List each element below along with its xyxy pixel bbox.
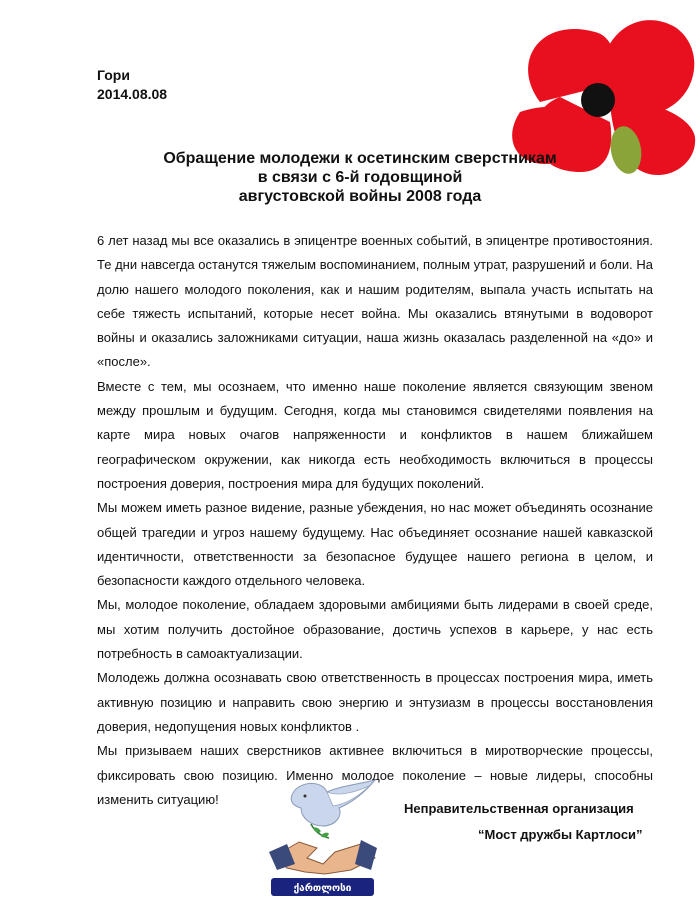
paragraph: Мы можем иметь разное видение, разные убеждения, но нас может объединять осознание общей трагедии и угроз нашему будущему. Нас объединяет осознание нашей кавказской идентичности, ответственности за безопасное будущее нашего региона в целом, и безопасности каждого отдельного человека. — [97, 500, 653, 589]
paragraph: Мы призываем наших сверстников активнее включиться в миротворческие процессы, фиксировать свою позицию. Именно молодое поколение – новые лидеры, способны изменить ситуацию! — [97, 743, 653, 807]
organization-signature — [390, 796, 670, 848]
paragraph: Молодежь должна осознавать свою ответственность в процессах построения мира, иметь активную позицию и направить свою энергию и энтузиазм в процессы восстановления доверия, недопущения новых конфликтов . — [97, 670, 653, 734]
paragraph: Мы, молодое поколение, обладаем здоровыми амбициями быть лидерами в своей среде, мы хотим получить достойное образование, достичь успехов в карьере, у нас есть потребность в самоактуализации. — [97, 597, 653, 662]
date-label: 2014.08.08 — [97, 86, 168, 102]
document-body — [97, 229, 653, 812]
dove-handshake-icon — [269, 780, 377, 896]
document-title — [60, 149, 660, 206]
logo-text: ქართლოსი — [293, 883, 352, 894]
organization-name: “Мост дружбы Картлоси” — [478, 827, 643, 842]
title-line-1: Обращение молодежи к осетинским сверстникам — [163, 150, 557, 167]
paragraph: 6 лет назад мы все оказались в эпицентре военных событий, в эпицентре противостояния. Те дни навсегда останутся тяжелым воспоминанием, полным утрат, разрушений и боли. На долю нашего молодого поколения, как и нашим родителям, выпала участь испытать на себе тяжесть испытаний, которые несет война. Мы оказались втянутыми в водоворот войны и оказались заложниками ситуации, наша жизнь оказалась разделенной на «до» и «после». — [97, 233, 653, 370]
document-header — [97, 66, 167, 104]
organization-logo — [265, 778, 380, 898]
title-line-3: августовской войны 2008 года — [238, 188, 482, 205]
city-label: Гори — [97, 67, 130, 83]
paragraph: Вместе с тем, мы осознаем, что именно наше поколение является связующим звеном между прошлым и будущим. Сегодня, когда мы становимся свидетелями появления на карте мира новых очагов напряженности и конфликтов в нашем ближайшем географическом окружении, как никогда есть необходимость включиться в процессы построения доверия, построения мира для будущих поколений. — [97, 378, 653, 491]
organization-type: Неправительственная организация — [404, 801, 634, 816]
title-line-2: в связи с 6-й годовщиной — [257, 169, 463, 186]
